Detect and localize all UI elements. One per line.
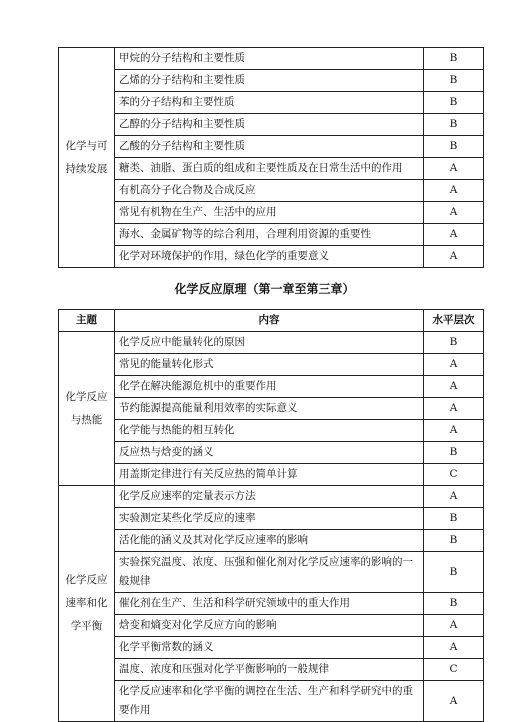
table-row: [59, 615, 484, 637]
table-row: [59, 70, 484, 92]
content-cell: 化学能与热能的相互转化: [115, 420, 424, 442]
content-cell: 节约能源提高能量利用效率的实际意义: [115, 398, 424, 420]
table-row: [59, 92, 484, 114]
level-cell: B: [424, 48, 484, 70]
content-cell: 化学平衡常数的涵义: [115, 637, 424, 659]
table-row: [59, 202, 484, 224]
table-sustainable-development: [58, 47, 484, 268]
content-cell: 温度、浓度和压强对化学平衡影响的一般规律: [115, 659, 424, 681]
content-cell: 活化能的涵义及其对化学反应速率的影响: [115, 530, 424, 552]
content-cell: 焓变和熵变对化学反应方向的影响: [115, 615, 424, 637]
table-row: [59, 246, 484, 268]
level-cell: B: [424, 70, 484, 92]
level-cell: A: [424, 376, 484, 398]
topic-label: 与热能: [70, 413, 103, 426]
table-row: [59, 508, 484, 530]
level-cell: C: [424, 659, 484, 681]
topic-cell: [59, 486, 115, 722]
level-cell: A: [424, 615, 484, 637]
topic-label: 速率和化: [65, 597, 108, 609]
level-cell: A: [424, 202, 484, 224]
level-cell: B: [424, 593, 484, 615]
content-cell: 反应热与焓变的涵义: [115, 442, 424, 464]
header-level: 水平层次: [424, 310, 484, 332]
level-cell: A: [424, 681, 484, 722]
table-row: [59, 354, 484, 376]
content-cell: 实验探究温度、浓度、压强和催化剂对化学反应速率的影响的一般规律: [115, 552, 424, 593]
table-row: [59, 681, 484, 722]
topic-label: 化学反应: [65, 574, 108, 586]
table-header-row: [59, 310, 484, 332]
table-row: [59, 136, 484, 158]
table-row: [59, 224, 484, 246]
content-cell: 化学反应速率和化学平衡的调控在生活、生产和科学研究中的重要作用: [115, 681, 424, 722]
content-cell: 乙醇的分子结构和主要性质: [115, 114, 424, 136]
table-row: [59, 398, 484, 420]
table-row: [59, 332, 484, 354]
level-cell: A: [424, 158, 484, 180]
topic-cell: [59, 48, 115, 268]
table-row: [59, 180, 484, 202]
table-row: [59, 464, 484, 486]
level-cell: A: [424, 224, 484, 246]
content-cell: 化学反应速率的定量表示方法: [115, 486, 424, 508]
topic-label: 化学反应: [65, 390, 108, 403]
content-cell: 乙烯的分子结构和主要性质: [115, 70, 424, 92]
table-row: [59, 48, 484, 70]
content-cell: 常见的能量转化形式: [115, 354, 424, 376]
content-cell: 甲烷的分子结构和主要性质: [115, 48, 424, 70]
table-row: [59, 637, 484, 659]
level-cell: A: [424, 398, 484, 420]
topic-label: 持续发展: [65, 162, 108, 175]
table-row: [59, 593, 484, 615]
level-cell: A: [424, 637, 484, 659]
table-row: [59, 442, 484, 464]
level-cell: C: [424, 464, 484, 486]
level-cell: A: [424, 420, 484, 442]
content-cell: 化学反应中能量转化的原因: [115, 332, 424, 354]
topic-label: 学平衡: [70, 620, 103, 632]
content-cell: 有机高分子化合物及合成反应: [115, 180, 424, 202]
content-cell: 乙酸的分子结构和主要性质: [115, 136, 424, 158]
table-row: [59, 530, 484, 552]
level-cell: B: [424, 332, 484, 354]
content-cell: 苯的分子结构和主要性质: [115, 92, 424, 114]
content-cell: 海水、金属矿物等的综合利用，合理利用资源的重要性: [115, 224, 424, 246]
level-cell: B: [424, 92, 484, 114]
content-cell: 常见有机物在生产、生活中的应用: [115, 202, 424, 224]
content-cell: 用盖斯定律进行有关反应热的简单计算: [115, 464, 424, 486]
topic-label: 化学与可: [65, 139, 108, 152]
level-cell: B: [424, 530, 484, 552]
table-row: [59, 376, 484, 398]
table-row: [59, 420, 484, 442]
header-content: 内容: [115, 310, 424, 332]
level-cell: B: [424, 136, 484, 158]
content-cell: 实验测定某些化学反应的速率: [115, 508, 424, 530]
content-cell: 催化剂在生产、生活和科学研究领域中的重大作用: [115, 593, 424, 615]
level-cell: A: [424, 354, 484, 376]
table-row: [59, 486, 484, 508]
table-row: [59, 158, 484, 180]
level-cell: B: [424, 114, 484, 136]
level-cell: B: [424, 552, 484, 593]
level-cell: A: [424, 246, 484, 268]
content-cell: 糖类、油脂、蛋白质的组成和主要性质及在日常生活中的作用: [115, 158, 424, 180]
level-cell: B: [424, 442, 484, 464]
level-cell: A: [424, 486, 484, 508]
topic-cell: [59, 332, 115, 486]
table-reaction-principles: [58, 309, 484, 722]
section-title: 化学反应原理（第一章至第三章）: [174, 282, 355, 296]
content-cell: 化学对环境保护的作用，绿色化学的重要意义: [115, 246, 424, 268]
level-cell: A: [424, 180, 484, 202]
table-row: [59, 552, 484, 593]
table-row: [59, 659, 484, 681]
header-topic: 主题: [59, 310, 115, 332]
level-cell: B: [424, 508, 484, 530]
content-cell: 化学在解决能源危机中的重要作用: [115, 376, 424, 398]
table-row: [59, 114, 484, 136]
